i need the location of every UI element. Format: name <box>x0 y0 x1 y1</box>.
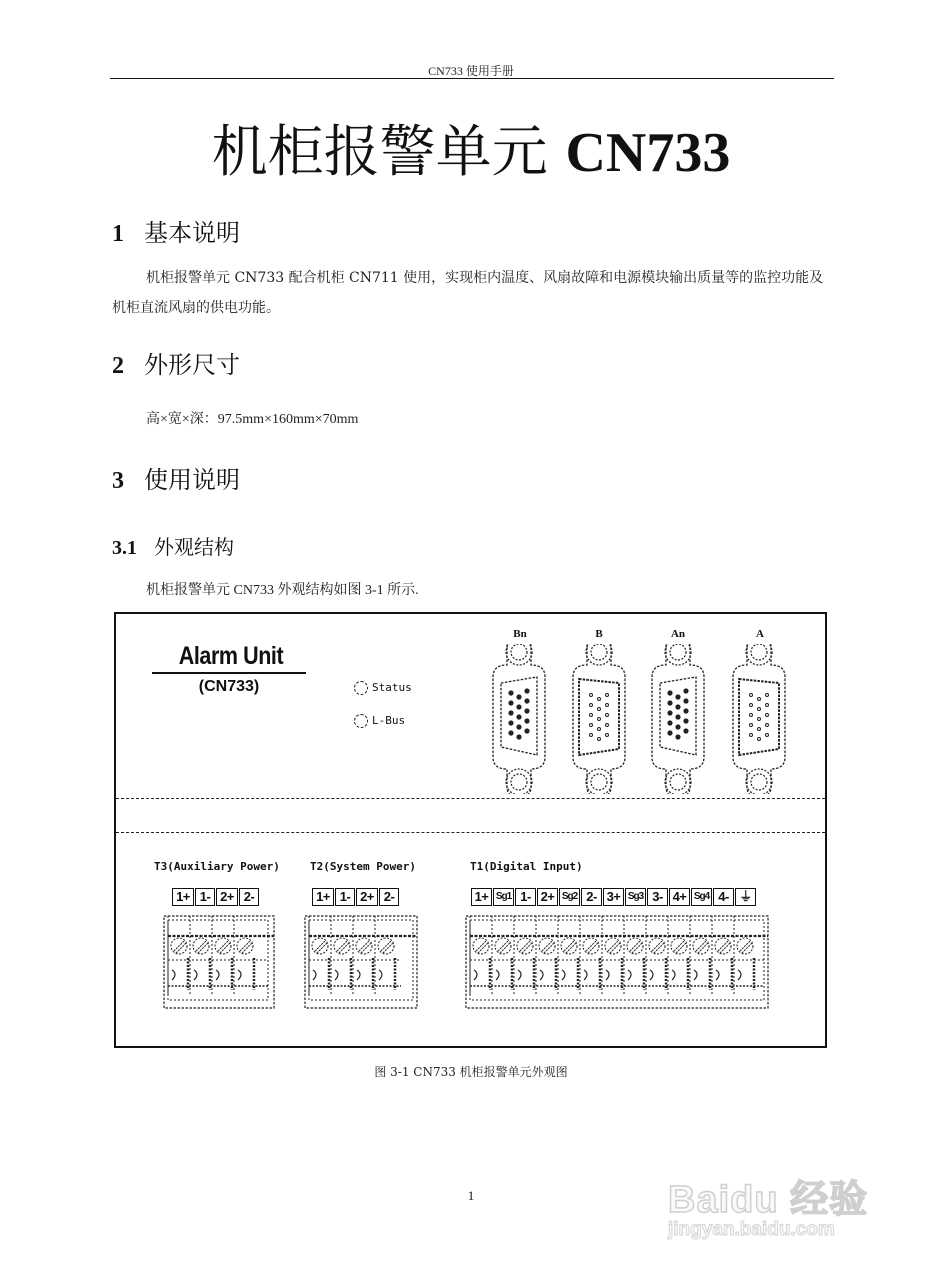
led-label-lbus: L-Bus <box>372 714 406 727</box>
title-cjk: 机柜报警单元 <box>211 120 566 185</box>
pin-label: Sg2 <box>559 888 580 906</box>
section-number: 3 <box>112 468 124 494</box>
pin-label: Sg4 <box>691 888 712 906</box>
panel-title-rule <box>152 672 306 674</box>
header-rule <box>110 78 834 79</box>
connector-label-an: An <box>670 628 686 640</box>
figure-caption: 图 3-1 CN733 机柜报警单元外观图 <box>374 1065 568 1079</box>
section-title: 外形尺寸 <box>144 351 240 379</box>
pin-label: 1- <box>335 888 355 906</box>
pin-label: 1- <box>195 888 215 906</box>
panel-divider-lower <box>116 832 825 833</box>
led-label-status: Status <box>372 681 412 694</box>
section-2-body: 高×宽×深：97.5mm×160mm×70mm <box>146 412 359 427</box>
pin-label: 2+ <box>356 888 378 906</box>
db-connectors-icon <box>486 644 806 794</box>
section-heading-3 <box>112 465 240 496</box>
pin-label: 1- <box>515 888 536 906</box>
connector-label-bn: Bn <box>513 628 527 640</box>
section-title: 基本说明 <box>144 219 240 247</box>
section-number: 1 <box>112 221 124 247</box>
pin-label: 4+ <box>669 888 690 906</box>
section-heading-2 <box>112 350 240 381</box>
figure-device-panel <box>114 612 827 1048</box>
running-header: CN733 使用手册 <box>428 64 514 78</box>
pin-label: 1+ <box>172 888 194 906</box>
document-title <box>0 118 942 188</box>
terminal-title-t2: T2(System Power) <box>310 860 416 873</box>
panel-title: Alarm Unit <box>178 642 284 670</box>
lbus-led-icon <box>354 714 368 728</box>
subsection-3-1-body: 机柜报警单元 CN733 外观结构如图 3-1 所示. <box>146 583 419 598</box>
pin-label: Sg1 <box>493 888 514 906</box>
pin-label: 4- <box>713 888 734 906</box>
panel-divider-upper <box>116 798 825 799</box>
section-1-body: 机柜报警单元 CN733 配合机柜 CN711 使用，实现柜内温度、风扇故障和电源模块输出质量等的监控功能及机柜直流风扇的供电功能。 <box>112 270 824 316</box>
pin-label: 2+ <box>537 888 558 906</box>
connector-label-b: B <box>595 628 603 640</box>
pin-label: 1+ <box>312 888 334 906</box>
terminal-t1-pins <box>471 888 757 906</box>
terminal-t2-pins <box>312 888 400 906</box>
subsection-title: 外观结构 <box>154 535 234 559</box>
pin-label: 1+ <box>471 888 492 906</box>
baidu-watermark <box>668 1168 898 1241</box>
connector-label-a: A <box>756 628 764 640</box>
pin-label: 2- <box>379 888 399 906</box>
pin-label: 3- <box>647 888 668 906</box>
page-number: 1 <box>467 1188 475 1203</box>
title-model: CN733 <box>565 122 731 184</box>
section-title: 使用说明 <box>144 466 240 494</box>
pin-label: 2+ <box>216 888 238 906</box>
pin-label: 3+ <box>603 888 624 906</box>
terminal-title-t1: T1(Digital Input) <box>470 860 583 873</box>
pin-label: 2- <box>581 888 602 906</box>
subsection-heading-3-1 <box>112 534 234 561</box>
terminal-blocks-icon <box>116 910 829 1010</box>
section-number: 2 <box>112 353 124 379</box>
pin-label: 2- <box>239 888 259 906</box>
section-heading-1 <box>112 218 240 249</box>
terminal-title-t3: T3(Auxiliary Power) <box>154 860 280 873</box>
subsection-number: 3.1 <box>112 537 137 559</box>
watermark-url: jingyan.baidu.com <box>668 1219 835 1240</box>
status-led-icon <box>354 681 368 695</box>
terminal-t3-pins <box>172 888 260 906</box>
panel-model: (CN733) <box>198 678 260 695</box>
watermark-brand: Baidu 经验 <box>668 1179 869 1221</box>
ground-icon: ⏚ <box>735 888 756 906</box>
pin-label: Sg3 <box>625 888 646 906</box>
